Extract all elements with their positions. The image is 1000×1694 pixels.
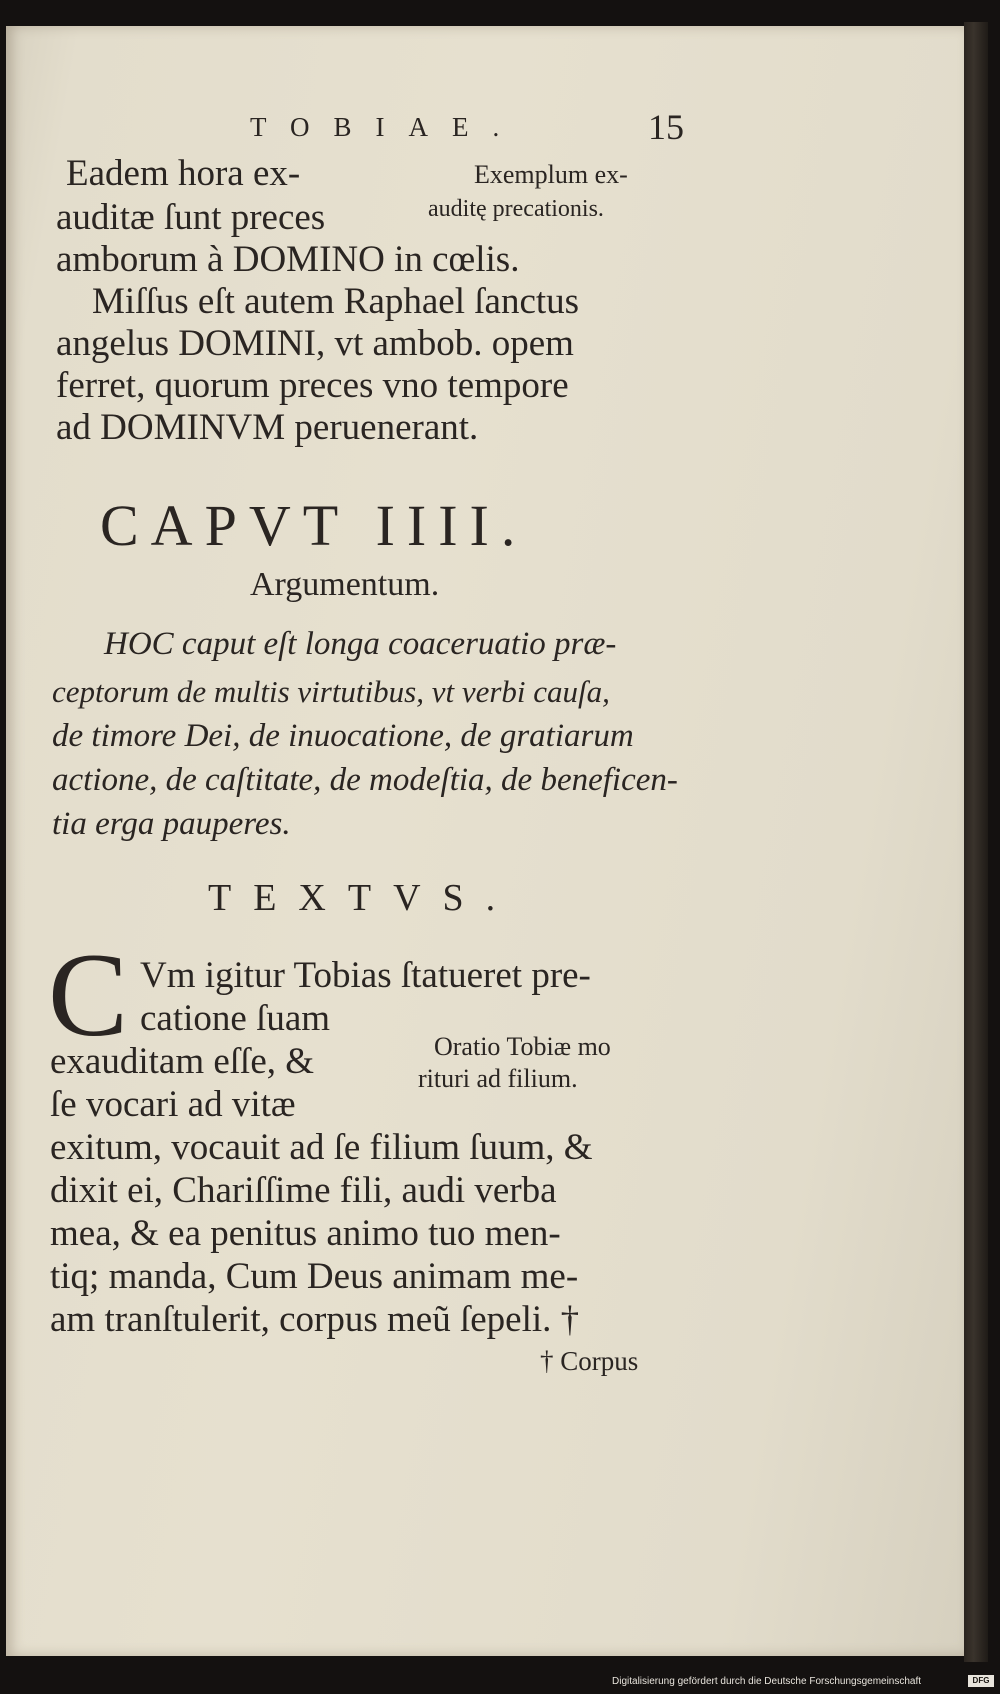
text-line: ferret, quorum preces vno tempore <box>56 365 569 406</box>
text-line: Eadem hora ex- <box>66 153 301 194</box>
text-line: Miſſus eſt autem Raphael ſanctus <box>92 281 580 322</box>
drop-cap: C <box>48 928 129 1061</box>
catchword: † Corpus <box>540 1346 639 1376</box>
argument-line: HOC caput eſt longa coaceruatio præ- <box>104 626 617 662</box>
margin-note: Oratio Tobiæ mo <box>434 1032 611 1061</box>
margin-note: Exemplum ex- <box>474 160 628 189</box>
text-line: Vm igitur Tobias ſtatueret pre- <box>140 955 591 996</box>
text-line: mea, & ea penitus animo tuo men- <box>50 1213 561 1254</box>
argument-line: ceptorum de multis virtutibus, vt verbi cauſa, <box>52 674 610 709</box>
text-line: exitum, vocauit ad ſe filium ſuum, & <box>50 1127 593 1168</box>
dfg-logo: DFG <box>968 1675 994 1687</box>
text-line: angelus DOMINI, vt ambob. opem <box>56 323 574 364</box>
text-line: catione ſuam <box>140 998 331 1039</box>
text-line: ſe vocari ad vitæ <box>50 1084 296 1125</box>
text-line: dixit ei, Chariſſime fili, audi verba <box>50 1170 557 1211</box>
margin-note: rituri ad filium. <box>418 1064 578 1093</box>
page-edge <box>964 22 988 1662</box>
margin-note: auditę precationis. <box>428 196 604 222</box>
footer-credit: Digitalisierung gefördert durch die Deutsche Forschungsgemeinschaft <box>612 1676 922 1687</box>
text-line: amborum à DOMINO in cœlis. <box>56 239 520 280</box>
chapter-title: CAPVT IIII. <box>100 493 528 558</box>
text-line: auditæ ſunt preces <box>56 197 326 238</box>
argument-line: actione, de caſtitate, de modeſtia, de beneficen- <box>52 762 678 798</box>
text-line: am tranſtulerit, corpus meũ ſepeli. † <box>50 1299 580 1340</box>
argument-heading: Argumentum. <box>250 566 440 603</box>
text-line: ad DOMINVM peruenerant. <box>56 407 479 448</box>
textus-heading: TEXTVS. <box>208 877 518 919</box>
running-title: TOBIAE. <box>250 112 524 142</box>
text-line: tiq; manda, Cum Deus animam me- <box>50 1256 579 1297</box>
text-line: exauditam eſſe, & <box>50 1041 315 1082</box>
page-number: 15 <box>648 107 684 147</box>
argument-line: de timore Dei, de inuocatione, de gratiarum <box>52 718 634 754</box>
argument-line: tia erga pauperes. <box>52 806 291 842</box>
